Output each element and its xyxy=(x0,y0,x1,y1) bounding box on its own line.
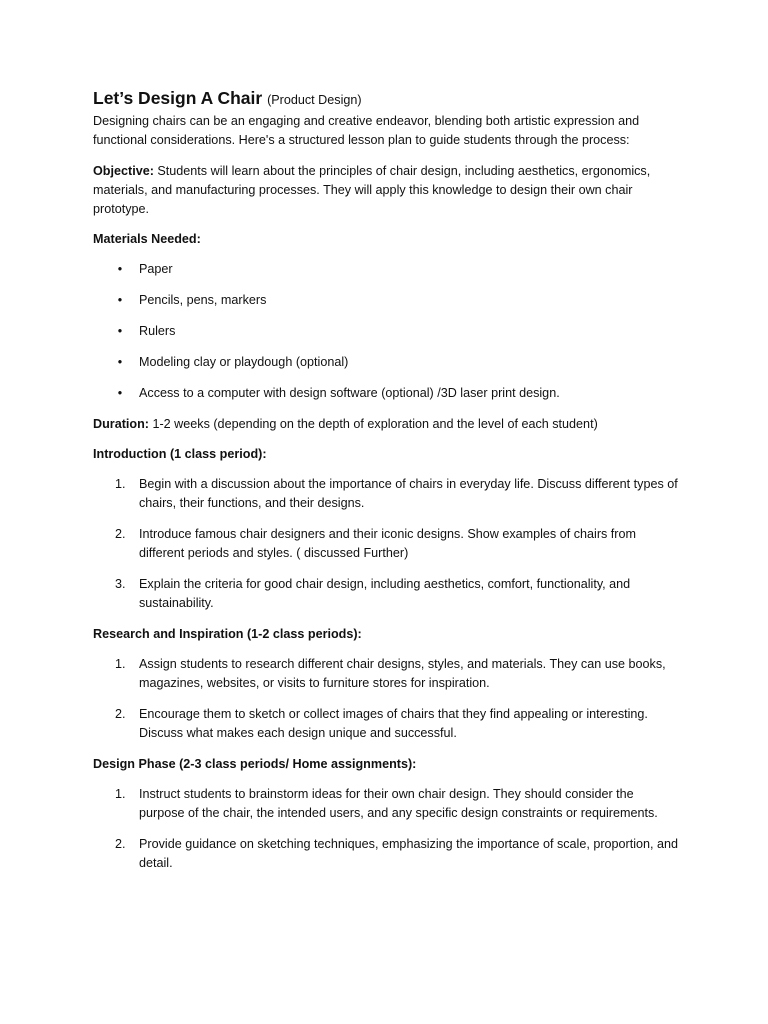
step-text: Encourage them to sketch or collect images of chairs that they find appealing or interesting. Discuss what makes each design unique and successful. xyxy=(139,707,648,740)
step-text: Introduce famous chair designers and their iconic designs. Show examples of chairs from different periods and styles. ( discussed Further) xyxy=(139,527,636,560)
research-heading: Research and Inspiration (1-2 class periods): xyxy=(93,627,362,641)
bullet-icon: • xyxy=(117,386,123,400)
list-item xyxy=(93,322,680,341)
step-item xyxy=(93,835,680,873)
step-text: Begin with a discussion about the importance of chairs in everyday life. Discuss different types of chairs, their functions, and their designs. xyxy=(139,477,678,510)
title-main: Let’s Design A Chair xyxy=(93,88,263,108)
design-heading: Design Phase (2-3 class periods/ Home assignments): xyxy=(93,757,417,771)
duration-label: Duration: xyxy=(93,417,149,431)
step-text: Explain the criteria for good chair design, including aesthetics, comfort, functionality, and sustainability. xyxy=(139,577,631,610)
bullet-icon: • xyxy=(117,324,123,338)
design-steps xyxy=(93,785,680,873)
step-item xyxy=(93,785,680,823)
step-number: 1. xyxy=(115,787,126,801)
step-number: 3. xyxy=(115,577,126,591)
title-subtitle: (Product Design) xyxy=(267,93,362,107)
step-number: 2. xyxy=(115,707,126,721)
bullet-icon: • xyxy=(117,355,123,369)
step-item xyxy=(93,655,680,693)
page-title xyxy=(93,86,680,112)
list-item-text: Pencils, pens, markers xyxy=(139,293,267,307)
list-item xyxy=(93,260,680,279)
materials-heading: Materials Needed: xyxy=(93,232,201,246)
step-item xyxy=(93,575,680,613)
introduction-heading: Introduction (1 class period): xyxy=(93,447,267,461)
step-item xyxy=(93,475,680,513)
step-number: 2. xyxy=(115,837,126,851)
intro-paragraph: Designing chairs can be an engaging and creative endeavor, blending both artistic expression and functional considerations. Here's a structured lesson plan to guide students through the process: xyxy=(93,114,640,147)
step-text: Instruct students to brainstorm ideas for their own chair design. They should consider the purpose of the chair, the intended users, and any specific design constraints or requirements. xyxy=(139,787,658,820)
list-item-text: Rulers xyxy=(139,324,176,338)
objective-paragraph xyxy=(93,162,680,219)
introduction-steps xyxy=(93,475,680,613)
objective-label: Objective: xyxy=(93,164,154,178)
list-item xyxy=(93,291,680,310)
step-number: 2. xyxy=(115,527,126,541)
duration-paragraph xyxy=(93,415,680,434)
step-number: 1. xyxy=(115,477,126,491)
step-item xyxy=(93,705,680,743)
list-item-text: Modeling clay or playdough (optional) xyxy=(139,355,349,369)
list-item xyxy=(93,353,680,372)
step-text: Assign students to research different chair designs, styles, and materials. They can use books, magazines, websites, or visits to furniture stores for inspiration. xyxy=(139,657,666,690)
materials-list xyxy=(93,260,680,403)
objective-text: Students will learn about the principles of chair design, including aesthetics, ergonomics, materials, and manufacturing processes. They will apply this knowledge to design their own chair prototype. xyxy=(93,164,651,216)
step-item xyxy=(93,525,680,563)
list-item-text: Paper xyxy=(139,262,173,276)
research-steps xyxy=(93,655,680,743)
step-text: Provide guidance on sketching techniques, emphasizing the importance of scale, proportion, and detail. xyxy=(139,837,679,870)
bullet-icon: • xyxy=(117,262,123,276)
duration-text: 1-2 weeks (depending on the depth of exploration and the level of each student) xyxy=(152,417,598,431)
step-number: 1. xyxy=(115,657,126,671)
bullet-icon: • xyxy=(117,293,123,307)
list-item-text: Access to a computer with design software (optional) /3D laser print design. xyxy=(139,386,560,400)
list-item xyxy=(93,384,680,403)
